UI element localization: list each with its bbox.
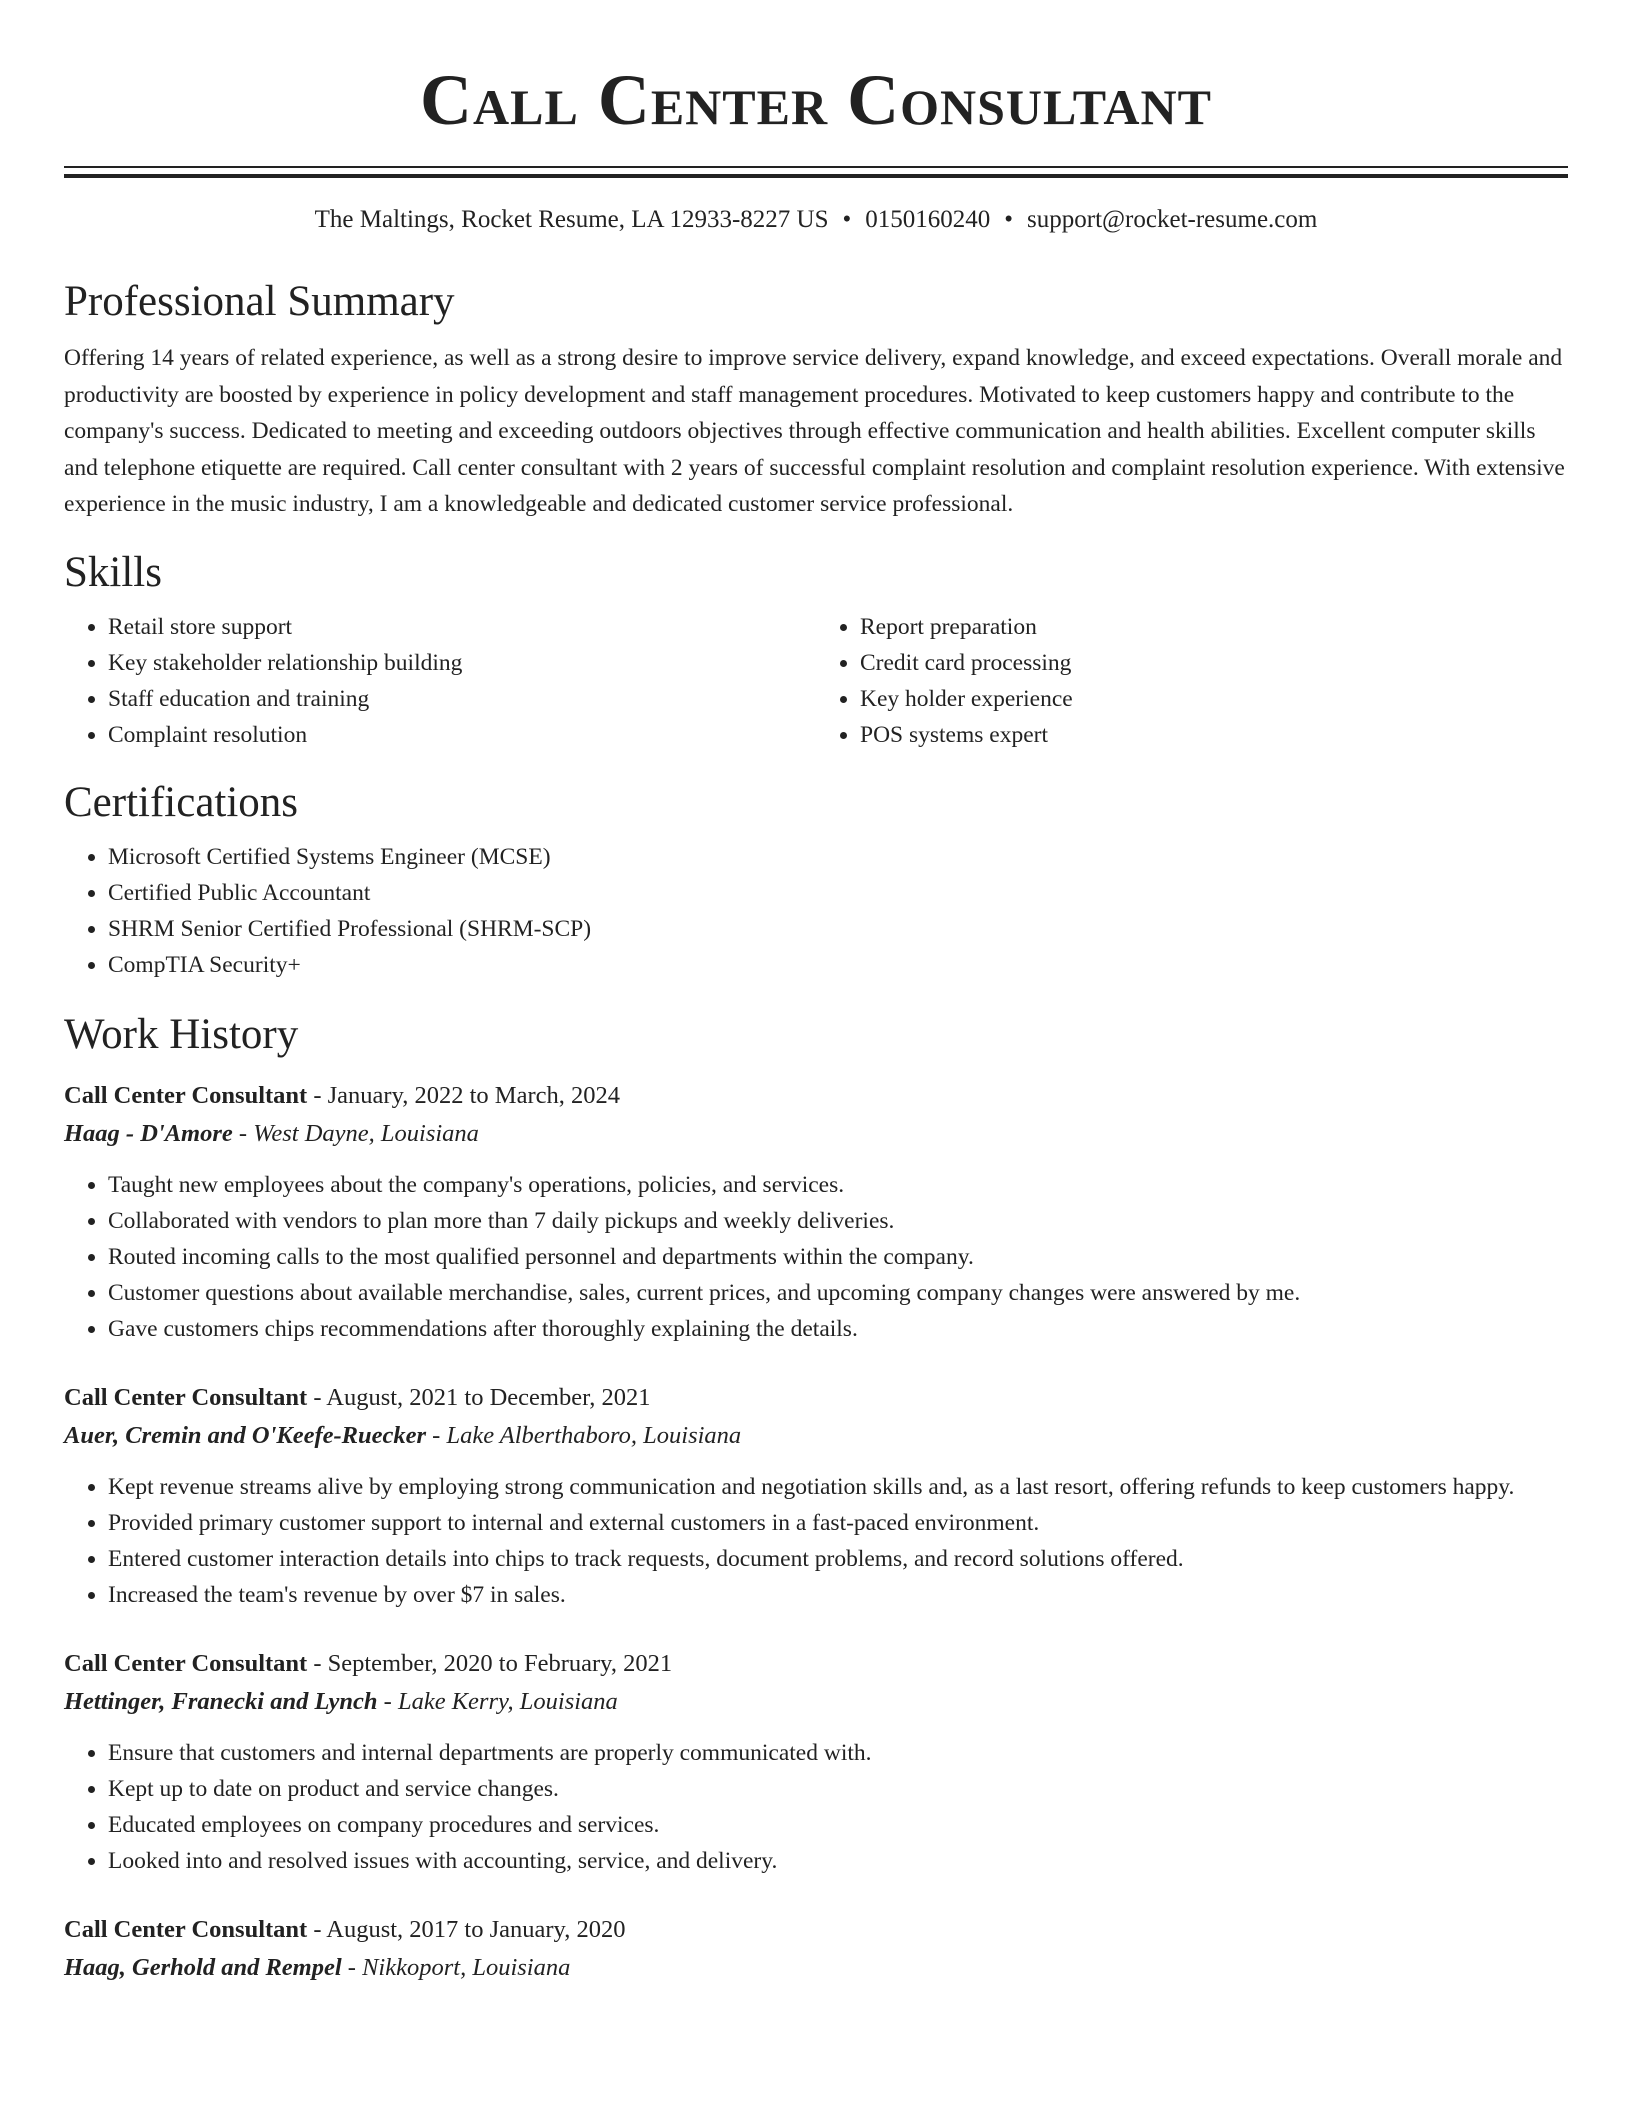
job-bullets xyxy=(64,1735,1568,1879)
skills-heading: Skills xyxy=(64,548,162,596)
job-location: Nikkoport, Louisiana xyxy=(362,1953,571,1981)
skills-list-right xyxy=(816,609,1568,753)
job-bullets xyxy=(64,1469,1568,1613)
contact-separator: • xyxy=(1004,206,1014,233)
job-title-line: Call Center Consultant - September, 2020 to February, 2021 xyxy=(64,1649,673,1677)
job-entry xyxy=(64,1379,1568,1613)
job-bullets xyxy=(64,1167,1568,1347)
job-company: Haag, Gerhold and Rempel xyxy=(64,1953,342,1981)
skill-item: • Credit card processing xyxy=(860,645,1568,681)
summary-text: Offering 14 years of related experience, as well as a strong desire to improve service delivery, expand knowledge, and exceed expectations. Overall morale and productivity are boosted by experience in policy development and staff management procedures. Motivated to keep customers happy and contribute to the company's success. Dedicated to meeting and exceeding outdoors objectives through effective communication and health abilities. Excellent computer skills and telephone etiquette are required. Call center consultant with 2 years of successful complaint resolution and complaint resolution experience. With extensive experience in the music industry, I am a knowledgeable and dedicated customer service professional. xyxy=(64,345,1565,517)
skill-item: • Report preparation xyxy=(860,609,1568,645)
job-bullet: • Customer questions about available merchandise, sales, current prices, and upcoming company changes were answered by me. xyxy=(108,1275,1568,1311)
job-location: Lake Kerry, Louisiana xyxy=(397,1687,618,1715)
contact-email: support@rocket-resume.com xyxy=(1027,206,1318,233)
contact-phone: 0150160240 xyxy=(865,206,991,233)
certification-item: • CompTIA Security+ xyxy=(108,947,1568,983)
job-title: Call Center Consultant xyxy=(64,1383,308,1411)
contact-separator: • xyxy=(842,206,852,233)
skill-item: • POS systems expert xyxy=(860,717,1568,753)
job-bullet: • Routed incoming calls to the most qualified personnel and departments within the company. xyxy=(108,1239,1568,1275)
skill-item: • Key holder experience xyxy=(860,681,1568,717)
title-divider xyxy=(64,166,1568,178)
job-title: Call Center Consultant xyxy=(64,1081,308,1109)
job-title: Call Center Consultant xyxy=(64,1649,308,1677)
job-bullet: • Educated employees on company procedures and services. xyxy=(108,1807,1568,1843)
job-location: West Dayne, Louisiana xyxy=(253,1119,479,1147)
job-entry xyxy=(64,1911,1568,1987)
job-dates: September, 2020 to February, 2021 xyxy=(327,1649,673,1677)
job-entry xyxy=(64,1077,1568,1347)
job-company: Auer, Cremin and O'Keefe-Ruecker xyxy=(64,1421,427,1449)
resume-title: Call Center Consultant xyxy=(420,60,1212,140)
job-bullet: • Ensure that customers and internal departments are properly communicated with. xyxy=(108,1735,1568,1771)
job-dates: January, 2022 to March, 2024 xyxy=(327,1081,620,1109)
job-dates: August, 2017 to January, 2020 xyxy=(326,1915,626,1943)
job-bullet: • Provided primary customer support to internal and external customers in a fast-paced environment. xyxy=(108,1505,1568,1541)
job-entry xyxy=(64,1645,1568,1879)
certifications-heading: Certifications xyxy=(64,778,299,826)
contact-address: The Maltings, Rocket Resume, LA 12933-8227 US xyxy=(314,206,829,233)
skill-item: • Retail store support xyxy=(108,609,816,645)
job-bullet: • Entered customer interaction details into chips to track requests, document problems, and record solutions offered. xyxy=(108,1541,1568,1577)
job-bullet: • Collaborated with vendors to plan more than 7 daily pickups and weekly deliveries. xyxy=(108,1203,1568,1239)
certification-item: • SHRM Senior Certified Professional (SHRM-SCP) xyxy=(108,911,1568,947)
job-dates: August, 2021 to December, 2021 xyxy=(326,1383,651,1411)
job-company-line: Hettinger, Franecki and Lynch - Lake Kerry, Louisiana xyxy=(64,1687,618,1715)
certifications-list xyxy=(64,839,1568,983)
summary-heading: Professional Summary xyxy=(64,278,455,325)
contact-line xyxy=(64,204,1568,236)
job-title: Call Center Consultant xyxy=(64,1915,308,1943)
job-company-line: Haag, Gerhold and Rempel - Nikkoport, Louisiana xyxy=(64,1953,571,1981)
job-title-line: Call Center Consultant - January, 2022 to March, 2024 xyxy=(64,1081,620,1109)
job-bullet: • Kept revenue streams alive by employing strong communication and negotiation skills and, as a last resort, offering refunds to keep customers happy. xyxy=(108,1469,1568,1505)
job-bullet: • Taught new employees about the company's operations, policies, and services. xyxy=(108,1167,1568,1203)
job-location: Lake Alberthaboro, Louisiana xyxy=(446,1421,742,1449)
job-company-line: Haag - D'Amore - West Dayne, Louisiana xyxy=(64,1119,479,1147)
work-history-heading: Work History xyxy=(64,1010,299,1058)
job-bullet: • Kept up to date on product and service changes. xyxy=(108,1771,1568,1807)
skills-list-left xyxy=(64,609,816,753)
skill-item: • Staff education and training xyxy=(108,681,816,717)
job-bullet: • Looked into and resolved issues with accounting, service, and delivery. xyxy=(108,1843,1568,1879)
skills-columns xyxy=(64,609,1568,753)
skill-item: • Complaint resolution xyxy=(108,717,816,753)
job-bullet: • Increased the team's revenue by over $7 in sales. xyxy=(108,1577,1568,1613)
job-title-line: Call Center Consultant - August, 2021 to December, 2021 xyxy=(64,1383,651,1411)
job-title-line: Call Center Consultant - August, 2017 to January, 2020 xyxy=(64,1915,626,1943)
certification-item: • Microsoft Certified Systems Engineer (MCSE) xyxy=(108,839,1568,875)
job-bullet: • Gave customers chips recommendations after thoroughly explaining the details. xyxy=(108,1311,1568,1347)
certification-item: • Certified Public Accountant xyxy=(108,875,1568,911)
skill-item: • Key stakeholder relationship building xyxy=(108,645,816,681)
job-company: Haag - D'Amore xyxy=(64,1119,233,1147)
job-company: Hettinger, Franecki and Lynch xyxy=(64,1687,378,1715)
job-company-line: Auer, Cremin and O'Keefe-Ruecker - Lake Alberthaboro, Louisiana xyxy=(64,1421,742,1449)
